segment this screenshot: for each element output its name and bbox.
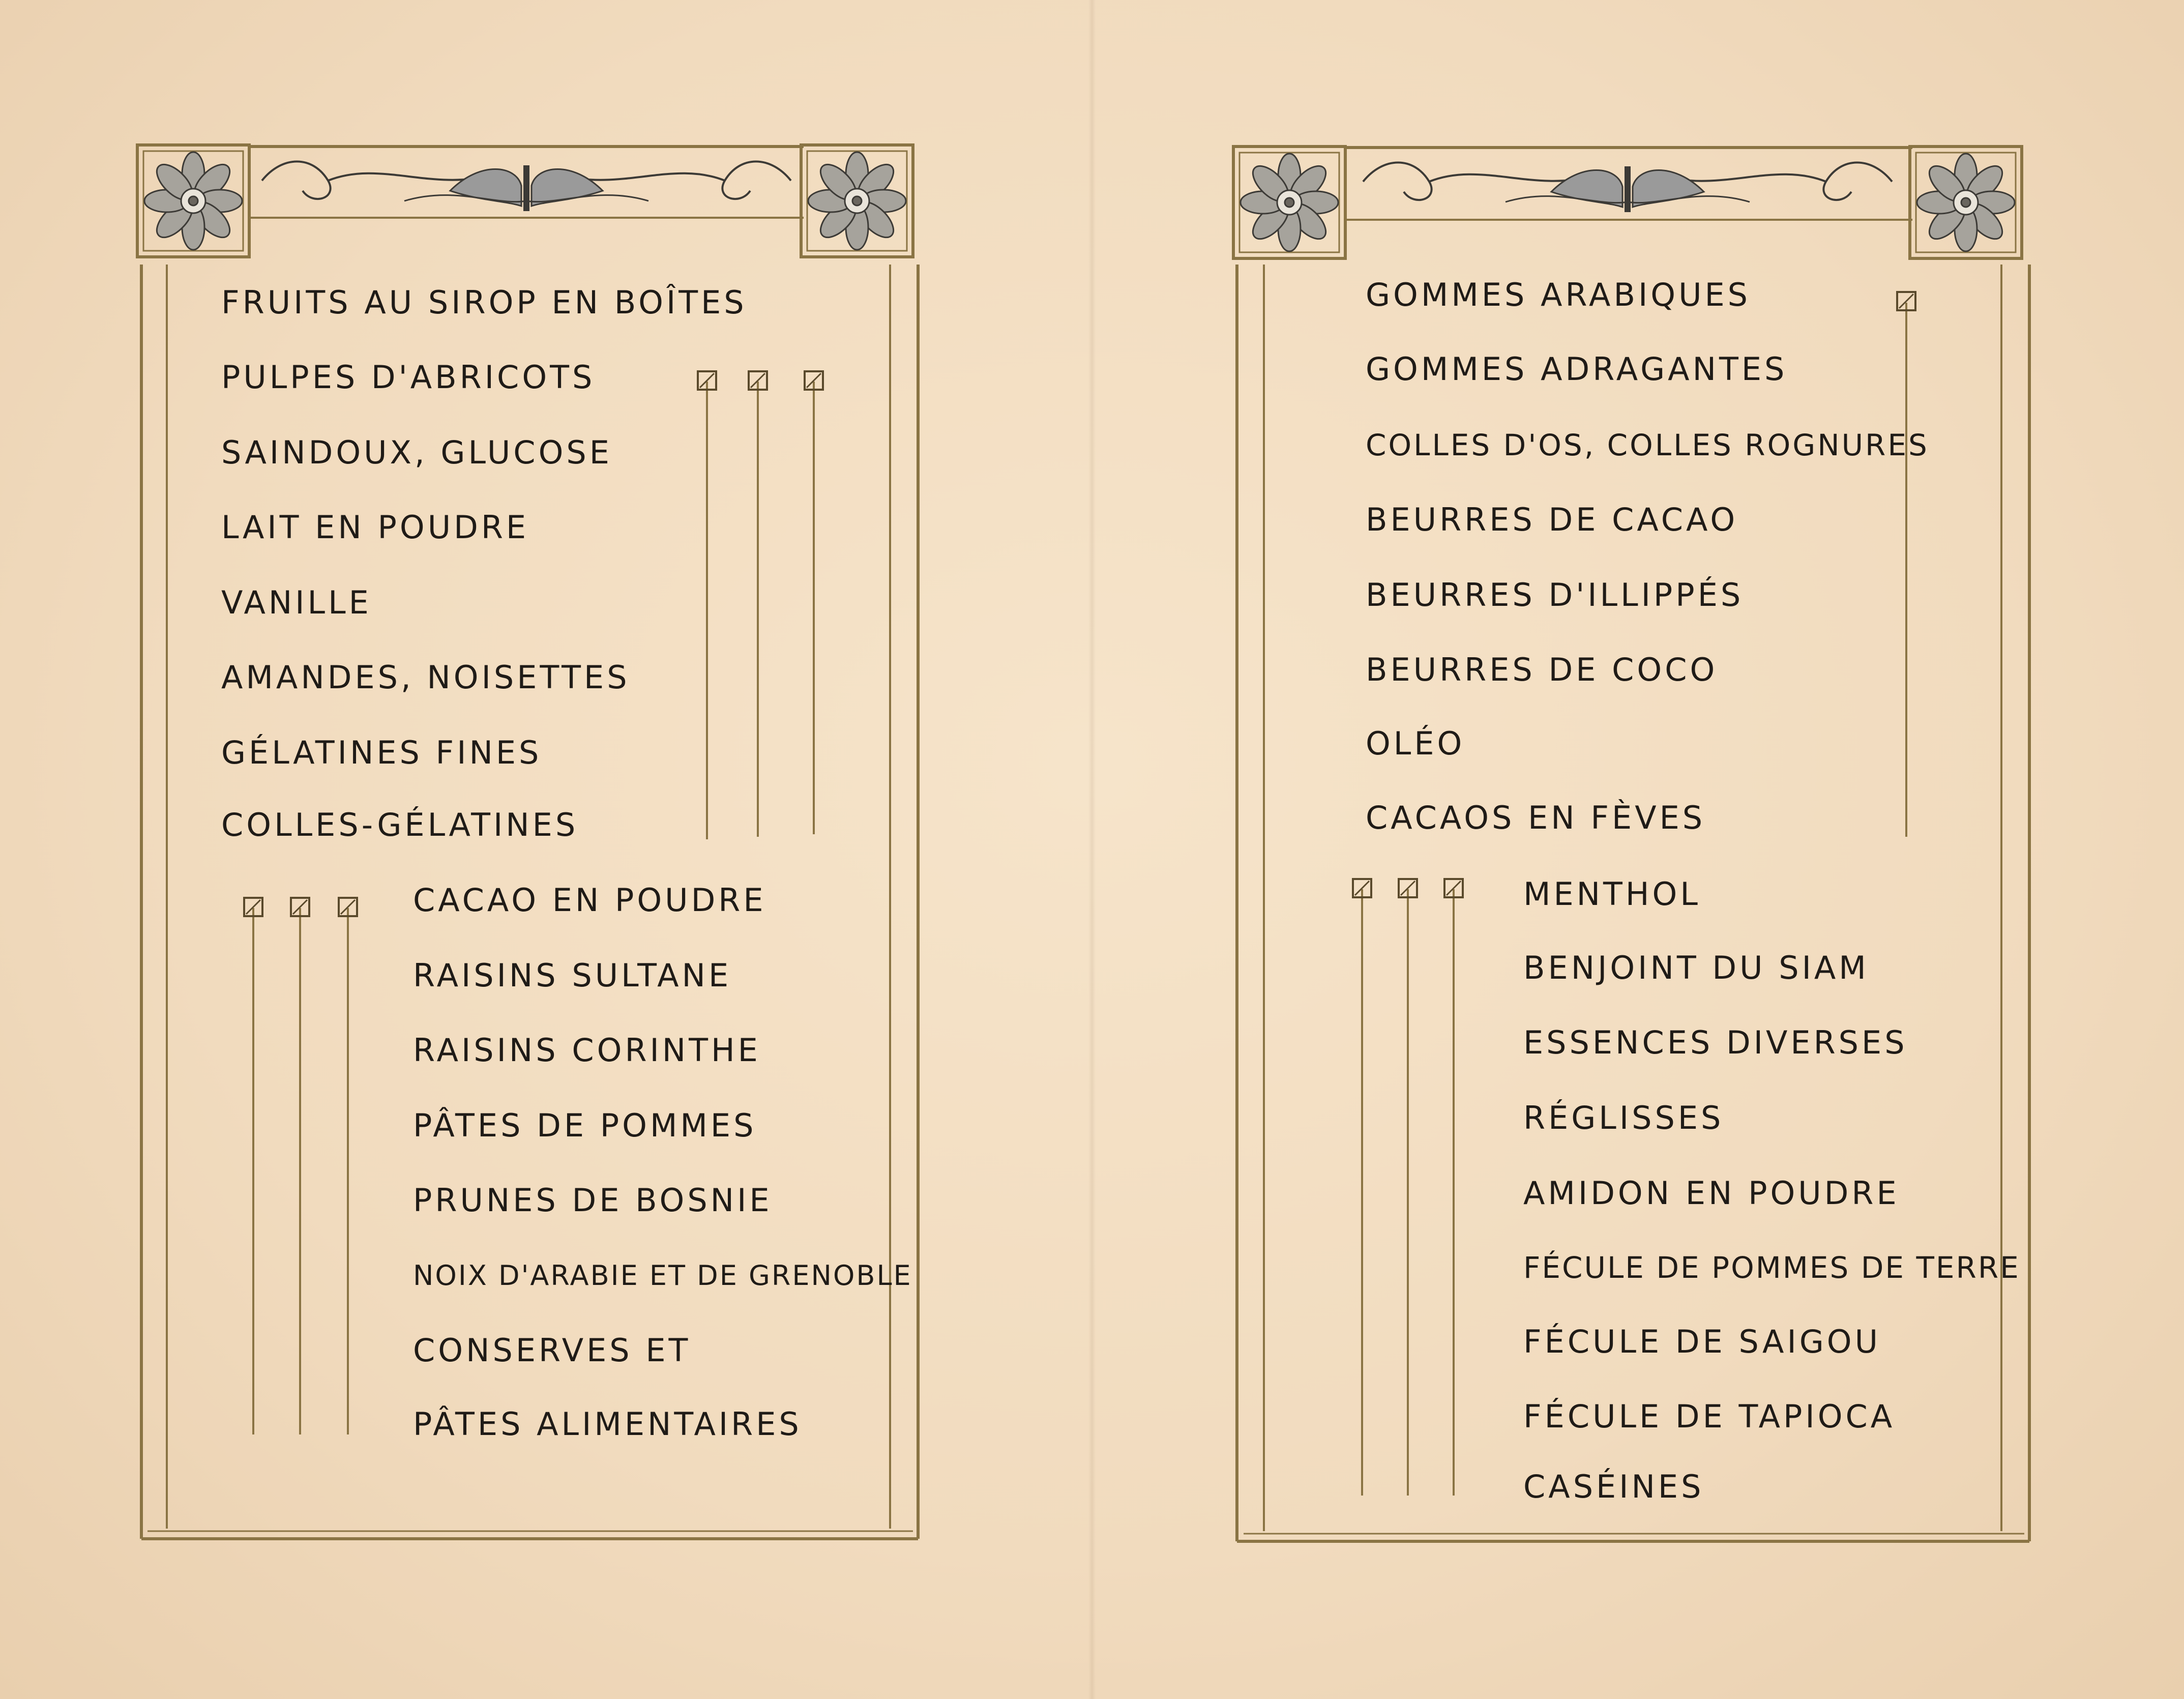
list-item: BEURRES D'ILLIPPÉS — [1366, 576, 1744, 613]
list-item: GOMMES ADRAGANTES — [1366, 350, 1788, 388]
list-item: SAINDOUX, GLUCOSE — [221, 434, 612, 471]
list-item: GÉLATINES FINES — [221, 734, 542, 771]
list-item: OLÉO — [1366, 725, 1465, 762]
list-item: RAISINS SULTANE — [413, 957, 732, 994]
list-item: BEURRES DE CACAO — [1366, 501, 1738, 538]
list-item: CACAOS EN FÈVES — [1366, 799, 1706, 836]
list-item: PÂTES DE POMMES — [413, 1107, 757, 1144]
list-item: FÉCULE DE TAPIOCA — [1523, 1398, 1896, 1435]
list-item: FRUITS AU SIROP EN BOÎTES — [221, 284, 747, 321]
list-item: NOIX D'ARABIE ET DE GRENOBLE — [413, 1259, 912, 1292]
list-item: VANILLE — [221, 584, 372, 621]
list-item: FÉCULE DE POMMES DE TERRE — [1523, 1250, 2020, 1285]
list-item: PRUNES DE BOSNIE — [413, 1182, 773, 1219]
list-item: CASÉINES — [1523, 1468, 1704, 1505]
list-item: AMANDES, NOISETTES — [221, 659, 630, 696]
list-item: CONSERVES ET — [413, 1332, 691, 1369]
list-item: MENTHOL — [1523, 875, 1701, 913]
list-item: GOMMES ARABIQUES — [1366, 276, 1751, 313]
list-item: COLLES-GÉLATINES — [221, 806, 579, 843]
list-item: RÉGLISSES — [1523, 1099, 1724, 1136]
list-item: LAIT EN POUDRE — [221, 509, 529, 546]
list-item: CACAO EN POUDRE — [413, 882, 766, 919]
list-item: AMIDON EN POUDRE — [1523, 1175, 1900, 1212]
list-item: BEURRES DE COCO — [1366, 651, 1718, 688]
list-item: BENJOINT DU SIAM — [1523, 949, 1869, 986]
list-item: RAISINS CORINTHE — [413, 1032, 761, 1069]
list-item: PULPES D'ABRICOTS — [221, 359, 596, 396]
list-item: COLLES D'OS, COLLES ROGNURES — [1366, 428, 1929, 462]
list-item: PÂTES ALIMENTAIRES — [413, 1405, 802, 1443]
list-item: FÉCULE DE SAIGOU — [1523, 1323, 1881, 1360]
list-item: ESSENCES DIVERSES — [1523, 1024, 1908, 1061]
